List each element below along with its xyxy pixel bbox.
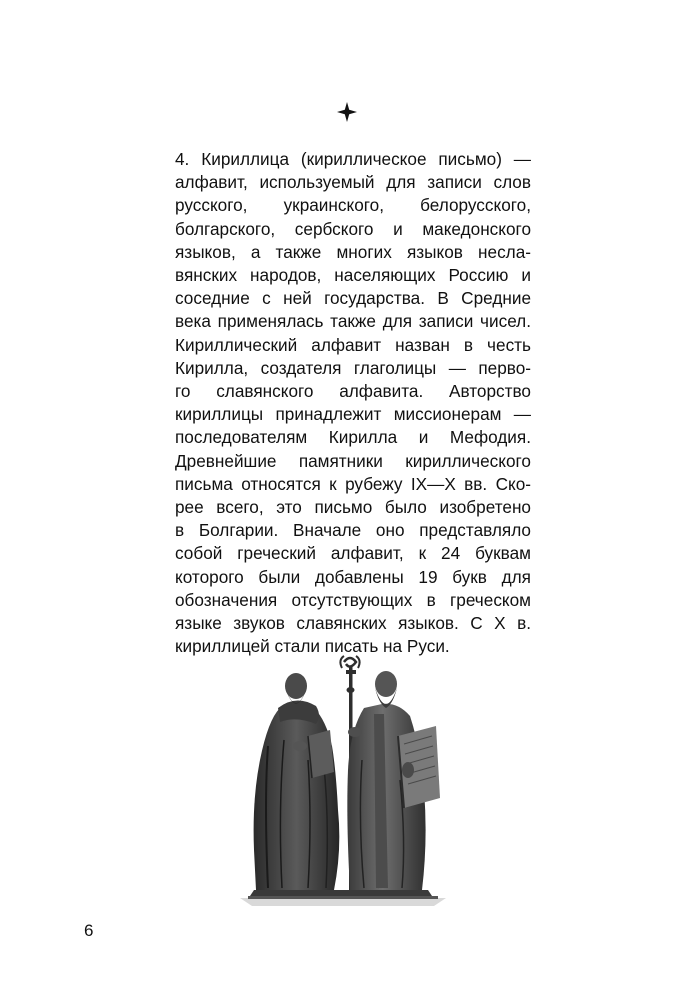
text-line: кириллицей стали писать на Руси.: [175, 636, 450, 657]
text-line: вянских народов, населяющих Россию и: [175, 265, 531, 286]
text-line: языке звуков славянских языков. С X в.: [175, 613, 531, 634]
text-line: Древнейшие памятники кириллического: [175, 450, 531, 471]
text-line: кириллицы принадлежит миссионерам —: [175, 404, 531, 425]
text-line: болгарского, сербского и македонского: [175, 218, 531, 239]
text-line: соседние с ней государства. В Средние: [175, 288, 531, 309]
text-line: Кирилла, создателя глаголицы — перво-: [175, 357, 531, 378]
text-line: письма относятся к рубежу IX—X вв. Ско-: [175, 473, 531, 494]
page-number: 6: [84, 921, 94, 940]
text-line: века применялась также для записи чисел.: [175, 311, 531, 332]
four-point-star-icon: [337, 102, 357, 122]
text-line: собой греческий алфавит, к 24 буквам: [175, 543, 531, 564]
text-line: рее всего, это письмо было изобретено: [175, 497, 531, 518]
text-line: Кириллический алфавит назван в честь: [175, 334, 531, 355]
monument-illustration: [238, 650, 448, 908]
article-text: [175, 148, 531, 658]
text-line: 4. Кириллица (кириллическое письмо) —: [175, 149, 531, 169]
text-line: языков, а также многих языков несла-: [175, 241, 531, 262]
text-line: в Болгарии. Вначале оно представляло: [175, 520, 531, 541]
text-line: обозначения отсутствующих в греческом: [175, 589, 531, 610]
text-line: последователям Кирилла и Мефодия.: [175, 427, 531, 448]
text-line: го славянского алфавита. Авторство: [175, 381, 531, 402]
text-line: которого были добавлены 19 букв для: [175, 566, 531, 587]
text-line: алфавит, используемый для записи слов: [175, 172, 531, 193]
text-line: русского, украинского, белорусского,: [175, 195, 531, 216]
